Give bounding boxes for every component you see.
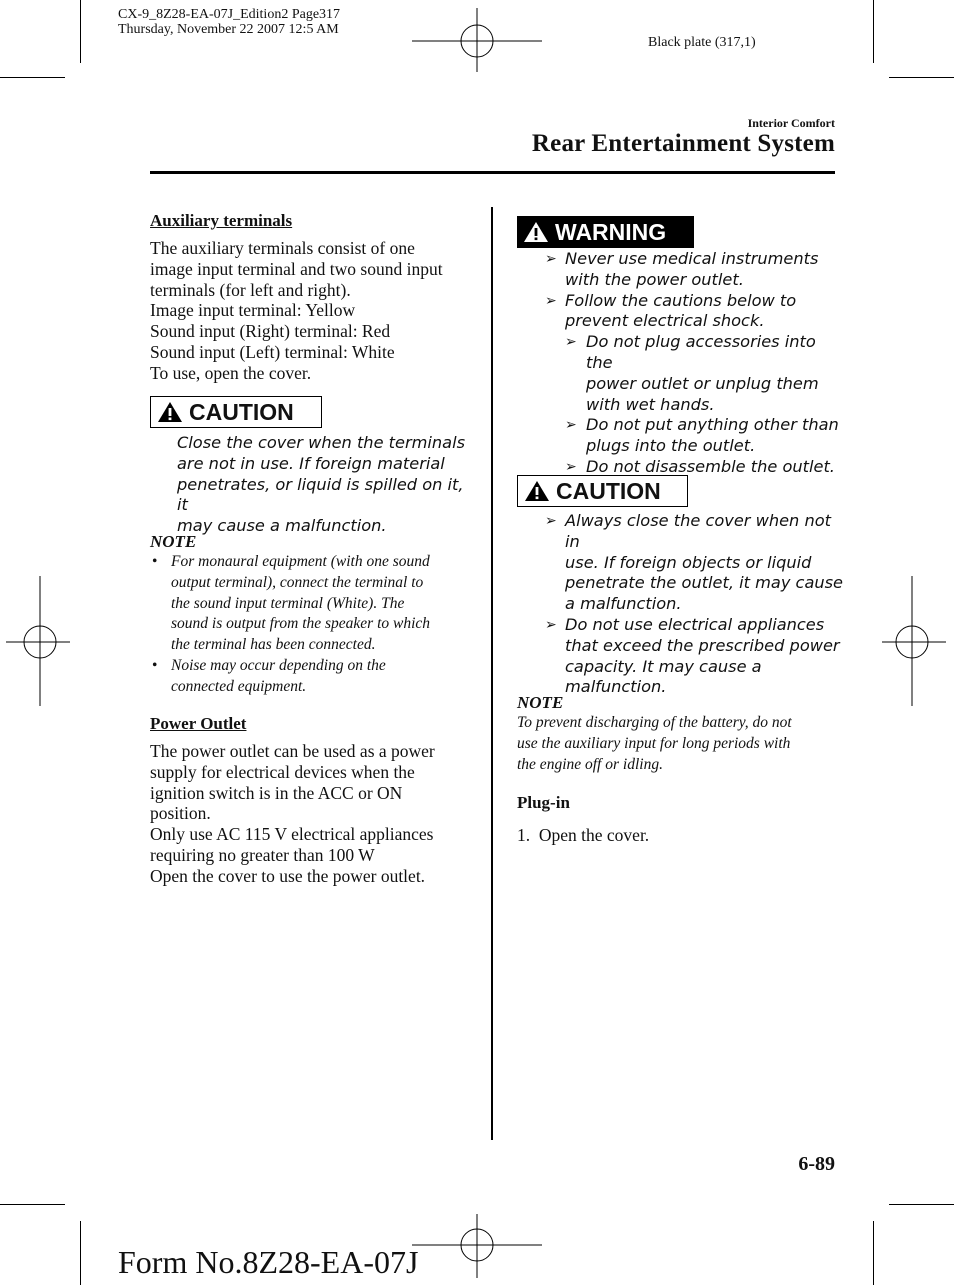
column-divider [491, 207, 493, 1140]
power-heading: Power Outlet [150, 714, 247, 733]
power-section [150, 714, 475, 887]
caution-box [517, 475, 688, 507]
text-line: ignition switch is in the ACC or ON [150, 782, 403, 803]
text-line: connected equipment. [171, 677, 307, 695]
warning-triangle-icon [157, 401, 183, 423]
text-line: Close the cover when the terminals [177, 433, 466, 452]
left-note [150, 532, 470, 698]
note-title: NOTE [150, 532, 197, 551]
registration-mark-icon [412, 1214, 542, 1278]
text-line: a malfunction. [565, 594, 682, 614]
text-line: Never use medical instruments [565, 249, 819, 268]
text-line: with the power outlet. [565, 269, 744, 289]
text-line: Noise may occur depending on the [171, 656, 386, 674]
aux-paragraph [150, 238, 475, 384]
text-line: Do not disassemble the outlet. [586, 456, 835, 476]
arrow-bullet-icon: ➢ [545, 292, 557, 309]
warning-list [545, 249, 845, 478]
right-note [517, 693, 837, 775]
text-line: are not in use. If foreign material [177, 453, 445, 473]
slug-line: Thursday, November 22 2007 12:5 AM [118, 22, 339, 37]
text-line: capacity. It may cause a [565, 656, 762, 676]
text-line: Do not put anything other than [586, 415, 839, 435]
list-item [565, 332, 845, 415]
text-line: For monaural equipment (with one sound [171, 553, 430, 570]
warning-text [545, 249, 845, 478]
text-line: the engine off or idling. [517, 755, 663, 773]
list-item [545, 291, 845, 478]
note-title: NOTE [517, 693, 564, 712]
text-line: sound is output from the speaker to which [171, 615, 431, 633]
warning-triangle-icon [524, 480, 550, 502]
text-line: output terminal), connect the terminal to [171, 573, 424, 591]
arrow-bullet-icon: ➢ [545, 251, 557, 267]
slug-line: CX-9_8Z28-EA-07J_Edition2 Page317 [118, 7, 341, 22]
header-rule [150, 171, 835, 174]
text-line: Follow the cautions below to [565, 290, 797, 310]
power-paragraph [150, 741, 475, 887]
text-line: use. If foreign objects or liquid [565, 552, 812, 572]
registration-mark-icon [6, 576, 70, 706]
caution-label: CAUTION [556, 477, 661, 504]
arrow-bullet-icon: ➢ [565, 334, 577, 351]
page-title: Rear Entertainment System [531, 130, 835, 157]
text-line: The auxiliary terminals consist of one [150, 238, 415, 258]
left-column [150, 211, 475, 384]
list-item [545, 511, 845, 615]
text-line: penetrates, or liquid is spilled on it, it [177, 474, 464, 515]
warning-box [517, 216, 694, 248]
caution-list [545, 511, 845, 698]
text-line: malfunction. [565, 677, 667, 697]
section-label: Interior Comfort [747, 116, 835, 130]
text-line: power outlet or unplug them [586, 373, 819, 393]
form-number: Form No.8Z28-EA-07J [118, 1244, 419, 1280]
plugin-step: 1. Open the cover. [517, 825, 650, 845]
note-list [150, 552, 470, 698]
text-line: that exceed the prescribed power [565, 635, 840, 655]
text-line: Image input terminal: Yellow [150, 300, 356, 321]
page-number: 6-89 [798, 1153, 835, 1175]
plate-label: Black plate (317,1) [648, 35, 756, 50]
text-line: Always close the cover when not in [565, 511, 831, 551]
list-item [150, 656, 470, 698]
text-line: with wet hands. [586, 394, 715, 414]
text-line: supply for electrical devices when the [150, 761, 415, 782]
caution-text [177, 433, 477, 537]
plugin-heading: Plug-in [517, 793, 570, 812]
text-line: the terminal has been connected. [171, 636, 376, 654]
text-line: The power outlet can be used as a power [150, 741, 435, 761]
text-line: Do not plug accessories into the [586, 332, 816, 372]
warning-sublist [565, 332, 845, 478]
registration-mark-icon [882, 576, 946, 706]
arrow-bullet-icon: ➢ [565, 417, 577, 434]
caution-label: CAUTION [189, 398, 294, 425]
text-line: prevent electrical shock. [565, 311, 765, 331]
dot-bullet-icon: • [152, 553, 158, 570]
dot-bullet-icon: • [152, 656, 158, 674]
text-line: penetrate the outlet, it may cause [565, 573, 844, 593]
text-line: image input terminal and two sound input [150, 258, 443, 279]
text-line: requiring no greater than 100 W [150, 844, 375, 865]
arrow-bullet-icon: ➢ [565, 458, 577, 475]
warning-triangle-icon [523, 221, 549, 243]
text-line: may cause a malfunction. [177, 516, 387, 536]
warning-label: WARNING [555, 218, 667, 245]
text-line: Only use AC 115 V electrical appliances [150, 824, 434, 845]
arrow-bullet-icon: ➢ [545, 513, 557, 529]
list-item [565, 415, 845, 457]
note-paragraph [517, 713, 837, 775]
text-line: Sound input (Right) terminal: Red [150, 321, 391, 342]
aux-heading: Auxiliary terminals [150, 211, 293, 230]
arrow-bullet-icon: ➢ [545, 616, 557, 633]
text-line: the sound input terminal (White). The [171, 594, 405, 612]
list-item [150, 552, 470, 656]
text-line: use the auxiliary input for long periods with [517, 734, 791, 752]
text-line: terminals (for left and right). [150, 279, 351, 300]
caution-box [150, 396, 322, 428]
list-item [545, 249, 845, 291]
registration-mark-icon [412, 8, 542, 72]
text-line: Sound input (Left) terminal: White [150, 341, 395, 362]
list-item [545, 615, 845, 698]
text-line: plugs into the outlet. [586, 436, 756, 456]
text-line: To use, open the cover. [150, 362, 312, 383]
text-line: position. [150, 803, 211, 824]
text-line: Do not use electrical appliances [565, 614, 825, 634]
text-line: Open the cover to use the power outlet. [150, 865, 426, 886]
text-line: To prevent discharging of the battery, do not [517, 714, 792, 731]
caution-text [545, 511, 845, 698]
